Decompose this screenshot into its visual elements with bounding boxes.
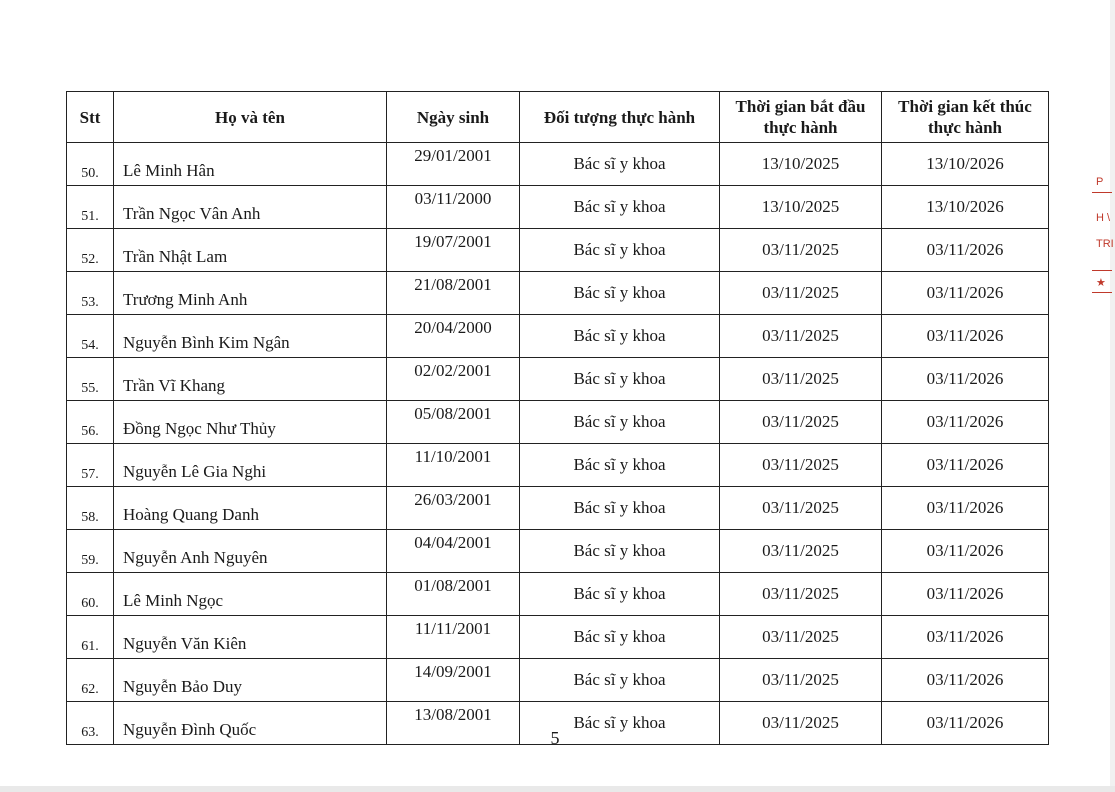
cell-dob: 01/08/2001 bbox=[387, 573, 520, 616]
cell-name: Trần Nhật Lam bbox=[114, 229, 387, 272]
table-row bbox=[67, 401, 1049, 444]
header-stt: Stt bbox=[67, 92, 114, 143]
stamp-letter: P bbox=[1096, 176, 1104, 188]
cell-end: 03/11/2026 bbox=[882, 530, 1049, 573]
cell-name: Nguyễn Văn Kiên bbox=[114, 616, 387, 659]
cell-role: Bác sĩ y khoa bbox=[520, 487, 720, 530]
header-start: Thời gian bắt đầu thực hành bbox=[720, 92, 882, 143]
cell-stt: 52. bbox=[67, 229, 114, 272]
cell-name: Lê Minh Hân bbox=[114, 143, 387, 186]
cell-name: Nguyễn Bảo Duy bbox=[114, 659, 387, 702]
table-row bbox=[67, 358, 1049, 401]
cell-dob: 13/08/2001 bbox=[387, 702, 520, 745]
practitioner-table bbox=[66, 91, 1049, 745]
cell-end: 03/11/2026 bbox=[882, 444, 1049, 487]
table-row bbox=[67, 573, 1049, 616]
table-row bbox=[67, 229, 1049, 272]
cell-role: Bác sĩ y khoa bbox=[520, 143, 720, 186]
cell-stt: 54. bbox=[67, 315, 114, 358]
stamp-star-icon: ★ bbox=[1096, 277, 1106, 289]
header-dob: Ngày sinh bbox=[387, 92, 520, 143]
table-row bbox=[67, 272, 1049, 315]
page-number: 5 bbox=[550, 728, 560, 748]
cell-role: Bác sĩ y khoa bbox=[520, 530, 720, 573]
cell-end: 03/11/2026 bbox=[882, 702, 1049, 745]
cell-name: Trần Vĩ Khang bbox=[114, 358, 387, 401]
cell-dob: 11/10/2001 bbox=[387, 444, 520, 487]
cell-end: 03/11/2026 bbox=[882, 315, 1049, 358]
cell-dob: 04/04/2001 bbox=[387, 530, 520, 573]
cell-end: 13/10/2026 bbox=[882, 143, 1049, 186]
cell-start: 03/11/2025 bbox=[720, 401, 882, 444]
cell-role: Bác sĩ y khoa bbox=[520, 272, 720, 315]
cell-role: Bác sĩ y khoa bbox=[520, 358, 720, 401]
cell-stt: 61. bbox=[67, 616, 114, 659]
cell-start: 03/11/2025 bbox=[720, 272, 882, 315]
table-row bbox=[67, 530, 1049, 573]
cell-role: Bác sĩ y khoa bbox=[520, 401, 720, 444]
cell-stt: 50. bbox=[67, 143, 114, 186]
cell-end: 03/11/2026 bbox=[882, 487, 1049, 530]
cell-start: 03/11/2025 bbox=[720, 530, 882, 573]
cell-dob: 20/04/2000 bbox=[387, 315, 520, 358]
cell-stt: 56. bbox=[67, 401, 114, 444]
cell-end: 03/11/2026 bbox=[882, 358, 1049, 401]
cell-name: Đồng Ngọc Như Thủy bbox=[114, 401, 387, 444]
cell-stt: 60. bbox=[67, 573, 114, 616]
header-end: Thời gian kết thúc thực hành bbox=[882, 92, 1049, 143]
cell-start: 03/11/2025 bbox=[720, 659, 882, 702]
stamp-letter: TRI bbox=[1096, 238, 1114, 250]
cell-stt: 63. bbox=[67, 702, 114, 745]
table-row bbox=[67, 487, 1049, 530]
cell-name: Nguyễn Bình Kim Ngân bbox=[114, 315, 387, 358]
stamp-line bbox=[1092, 270, 1112, 271]
cell-stt: 59. bbox=[67, 530, 114, 573]
cell-role: Bác sĩ y khoa bbox=[520, 229, 720, 272]
table-header-row bbox=[67, 92, 1049, 143]
cell-name: Trương Minh Anh bbox=[114, 272, 387, 315]
cell-start: 03/11/2025 bbox=[720, 444, 882, 487]
cell-stt: 57. bbox=[67, 444, 114, 487]
cell-role: Bác sĩ y khoa bbox=[520, 616, 720, 659]
cell-end: 03/11/2026 bbox=[882, 272, 1049, 315]
cell-start: 03/11/2025 bbox=[720, 229, 882, 272]
cell-role: Bác sĩ y khoa bbox=[520, 659, 720, 702]
cell-role: Bác sĩ y khoa bbox=[520, 315, 720, 358]
header-name: Họ và tên bbox=[114, 92, 387, 143]
cell-start: 03/11/2025 bbox=[720, 315, 882, 358]
cell-name: Hoàng Quang Danh bbox=[114, 487, 387, 530]
cell-stt: 58. bbox=[67, 487, 114, 530]
cell-dob: 19/07/2001 bbox=[387, 229, 520, 272]
cell-role: Bác sĩ y khoa bbox=[520, 573, 720, 616]
cell-stt: 62. bbox=[67, 659, 114, 702]
stamp-line bbox=[1092, 192, 1112, 193]
cell-start: 03/11/2025 bbox=[720, 702, 882, 745]
cell-stt: 53. bbox=[67, 272, 114, 315]
cell-start: 03/11/2025 bbox=[720, 573, 882, 616]
cell-dob: 14/09/2001 bbox=[387, 659, 520, 702]
cell-name: Nguyễn Lê Gia Nghi bbox=[114, 444, 387, 487]
cell-role: Bác sĩ y khoa bbox=[520, 186, 720, 229]
cell-stt: 55. bbox=[67, 358, 114, 401]
cell-start: 03/11/2025 bbox=[720, 358, 882, 401]
table-row bbox=[67, 186, 1049, 229]
cell-dob: 26/03/2001 bbox=[387, 487, 520, 530]
cell-dob: 05/08/2001 bbox=[387, 401, 520, 444]
cell-name: Trần Ngọc Vân Anh bbox=[114, 186, 387, 229]
cell-dob: 21/08/2001 bbox=[387, 272, 520, 315]
cell-name: Nguyễn Anh Nguyên bbox=[114, 530, 387, 573]
table-row bbox=[67, 616, 1049, 659]
cell-end: 03/11/2026 bbox=[882, 401, 1049, 444]
cell-name: Nguyễn Đình Quốc bbox=[114, 702, 387, 745]
cell-name: Lê Minh Ngọc bbox=[114, 573, 387, 616]
cell-end: 13/10/2026 bbox=[882, 186, 1049, 229]
cell-dob: 11/11/2001 bbox=[387, 616, 520, 659]
stamp-line bbox=[1092, 292, 1112, 293]
table-row bbox=[67, 315, 1049, 358]
cell-end: 03/11/2026 bbox=[882, 229, 1049, 272]
header-role: Đối tượng thực hành bbox=[520, 92, 720, 143]
page-bottom-edge bbox=[0, 786, 1115, 792]
stamp-fragment bbox=[1092, 172, 1112, 502]
cell-stt: 51. bbox=[67, 186, 114, 229]
table-row bbox=[67, 659, 1049, 702]
table-row bbox=[67, 444, 1049, 487]
cell-start: 13/10/2025 bbox=[720, 186, 882, 229]
cell-end: 03/11/2026 bbox=[882, 659, 1049, 702]
cell-dob: 02/02/2001 bbox=[387, 358, 520, 401]
cell-role: Bác sĩ y khoa bbox=[520, 444, 720, 487]
cell-role: Bác sĩ y khoa bbox=[520, 702, 720, 745]
table-row bbox=[67, 143, 1049, 186]
cell-end: 03/11/2026 bbox=[882, 573, 1049, 616]
cell-start: 13/10/2025 bbox=[720, 143, 882, 186]
cell-dob: 03/11/2000 bbox=[387, 186, 520, 229]
stamp-letter: H \ bbox=[1096, 212, 1111, 224]
cell-dob: 29/01/2001 bbox=[387, 143, 520, 186]
cell-start: 03/11/2025 bbox=[720, 487, 882, 530]
cell-start: 03/11/2025 bbox=[720, 616, 882, 659]
cell-end: 03/11/2026 bbox=[882, 616, 1049, 659]
